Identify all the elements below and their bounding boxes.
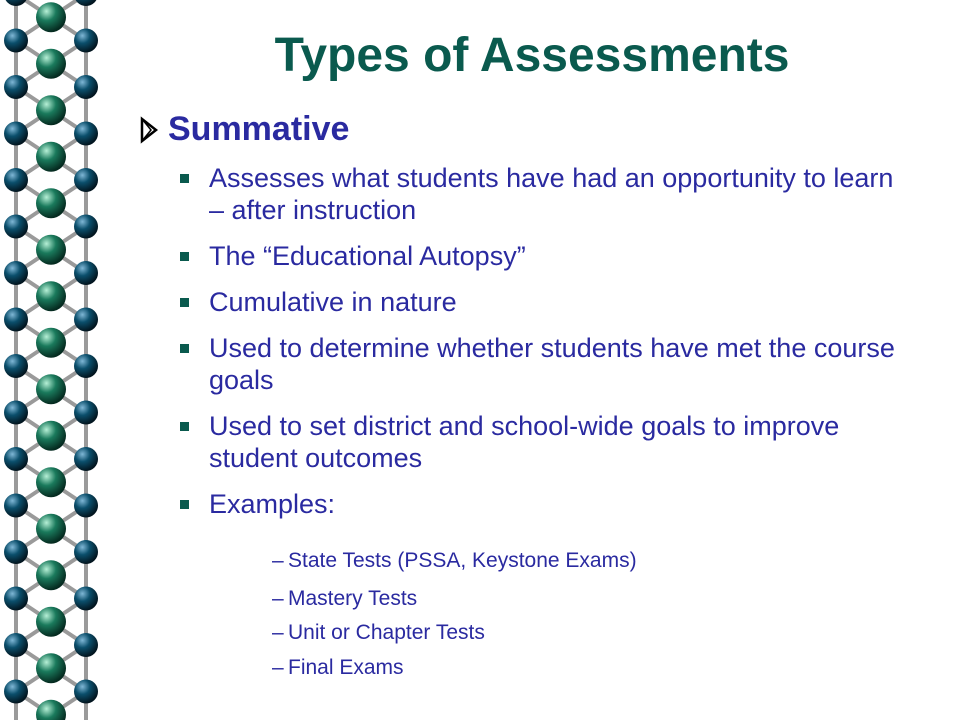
square-bullet-icon — [180, 500, 189, 509]
blue-bead — [74, 168, 98, 192]
heading-summative — [138, 110, 349, 149]
blue-bead — [74, 494, 98, 518]
square-bullet-icon — [180, 422, 189, 431]
example-text: Final Exams — [288, 656, 404, 679]
bullet-list — [180, 162, 900, 534]
square-bullet-icon — [180, 174, 189, 183]
dash-marker: – — [272, 549, 284, 572]
example-text: State Tests (PSSA, Keystone Exams) — [288, 549, 637, 572]
blue-bead — [74, 633, 98, 657]
heading-label: Summative — [168, 110, 350, 148]
blue-bead — [4, 494, 28, 518]
blue-bead — [4, 261, 28, 285]
blue-bead — [4, 75, 28, 99]
bullet-item — [180, 162, 900, 226]
blue-bead — [4, 587, 28, 611]
green-bead — [36, 700, 66, 720]
bullet-text: Cumulative in nature — [209, 287, 457, 317]
blue-bead — [74, 29, 98, 53]
green-bead — [36, 328, 66, 358]
green-bead — [36, 235, 66, 265]
blue-bead — [4, 215, 28, 239]
blue-bead — [4, 168, 28, 192]
blue-bead — [74, 122, 98, 146]
blue-bead — [74, 540, 98, 564]
dash-marker: – — [272, 587, 284, 610]
blue-bead — [74, 0, 98, 6]
example-item — [272, 586, 417, 612]
blue-bead — [4, 447, 28, 471]
example-item — [272, 620, 485, 646]
bullet-item — [180, 286, 900, 318]
example-text: Unit or Chapter Tests — [288, 621, 485, 644]
bullet-item — [180, 410, 900, 474]
blue-bead — [74, 261, 98, 285]
blue-bead — [4, 680, 28, 704]
blue-bead — [4, 633, 28, 657]
bullet-item — [180, 240, 900, 272]
dash-marker: – — [272, 656, 284, 679]
green-bead — [36, 281, 66, 311]
bullet-text: Used to determine whether students have met the course goals — [209, 333, 895, 395]
blue-bead — [4, 122, 28, 146]
blue-bead — [74, 680, 98, 704]
example-item — [272, 655, 404, 681]
molecule-chain-decoration — [0, 0, 112, 720]
square-bullet-icon — [180, 344, 189, 353]
slide-title: Types of Assessments — [274, 29, 790, 82]
green-bead — [36, 142, 66, 172]
blue-bead — [74, 447, 98, 471]
blue-bead — [4, 29, 28, 53]
blue-bead — [74, 354, 98, 378]
green-bead — [36, 607, 66, 637]
green-bead — [36, 188, 66, 218]
green-bead — [36, 421, 66, 451]
blue-bead — [74, 587, 98, 611]
bullet-text: The “Educational Autopsy” — [209, 241, 526, 271]
bullet-text: Assesses what students have had an opportunity to learn – after instruction — [209, 163, 894, 225]
green-bead — [36, 653, 66, 683]
arrow-bullet-icon — [138, 113, 160, 147]
blue-bead — [4, 0, 28, 6]
square-bullet-icon — [180, 252, 189, 261]
blue-bead — [4, 540, 28, 564]
green-bead — [36, 560, 66, 590]
green-bead — [36, 374, 66, 404]
green-bead — [36, 467, 66, 497]
bullet-item — [180, 332, 900, 396]
green-bead — [36, 514, 66, 544]
example-item — [272, 548, 637, 574]
green-bead — [36, 2, 66, 32]
blue-bead — [74, 308, 98, 332]
blue-bead — [4, 354, 28, 378]
blue-bead — [74, 401, 98, 425]
blue-bead — [74, 75, 98, 99]
blue-bead — [4, 401, 28, 425]
bullet-text: Used to set district and school-wide goals to improve student outcomes — [209, 411, 840, 473]
green-bead — [36, 95, 66, 125]
dash-marker: – — [272, 621, 284, 644]
blue-bead — [74, 215, 98, 239]
green-bead — [36, 49, 66, 79]
square-bullet-icon — [180, 298, 189, 307]
example-text: Mastery Tests — [288, 587, 418, 610]
bullet-text: Examples: — [209, 489, 336, 519]
blue-bead — [4, 308, 28, 332]
bullet-item — [180, 488, 900, 520]
